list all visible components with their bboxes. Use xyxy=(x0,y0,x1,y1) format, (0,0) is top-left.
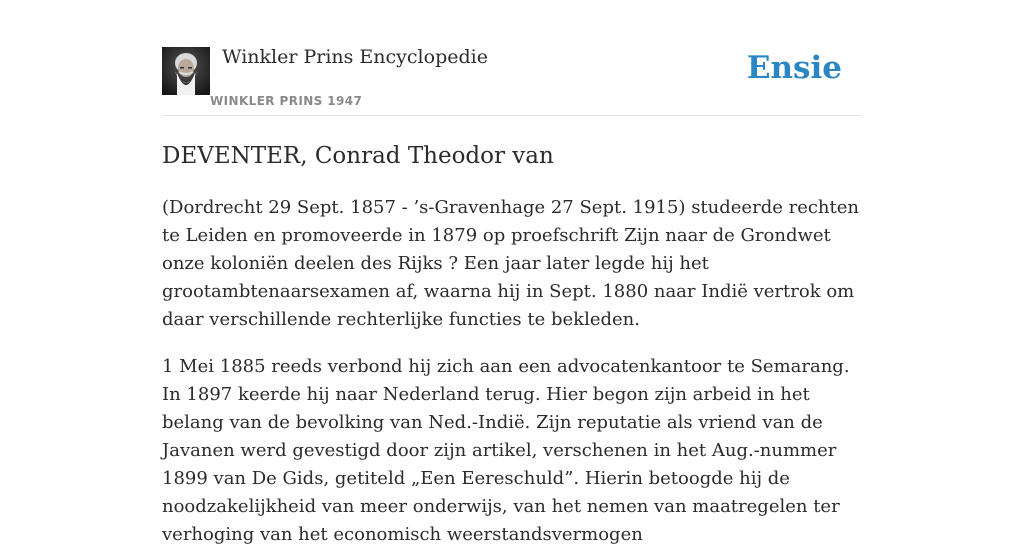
content-container xyxy=(162,0,862,549)
bearded-man-portrait-icon[interactable] xyxy=(162,47,210,95)
header xyxy=(162,0,862,116)
article-paragraph-1: (Dordrecht 29 Sept. 1857 - ’s-Gravenhage 27 Sept. 1915) studeerde rechten te Leiden en promoveerde in 1879 op proefschrift Zijn naar de Grondwet onze koloniën deelen des Rijks ? Een jaar later legde hij het grootambtenaarsexamen af, waarna hij in Sept. 1880 naar Indië vertrok om daar verschillende rechterlijke functies te bekleden. xyxy=(162,197,859,330)
source-title[interactable]: Winkler Prins Encyclopedie xyxy=(222,46,488,68)
article-title: DEVENTER, Conrad Theodor van xyxy=(162,143,554,169)
article-paragraph-2: 1 Mei 1885 reeds verbond hij zich aan een advocatenkantoor te Semarang. In 1897 keerde hij naar Nederland terug. Hier begon zijn arbeid in het belang van de bevolking van Ned.-Indië. Zijn reputatie als vriend van de Javanen werd gevestigd door zijn artikel, verschenen in het Aug.-nummer 1899 van De Gids, getiteld „Een Eereschuld”. Hierin betoogde hij de noodzakelijkheid van meer onderwijs, van het nemen van maatregelen ter verhoging van het economisch weerstandsvermogen xyxy=(162,356,850,545)
ensie-logo[interactable]: Ensie xyxy=(746,50,842,86)
avatar-image xyxy=(162,47,210,95)
source-subtitle: WINKLER PRINS 1947 xyxy=(210,94,363,108)
